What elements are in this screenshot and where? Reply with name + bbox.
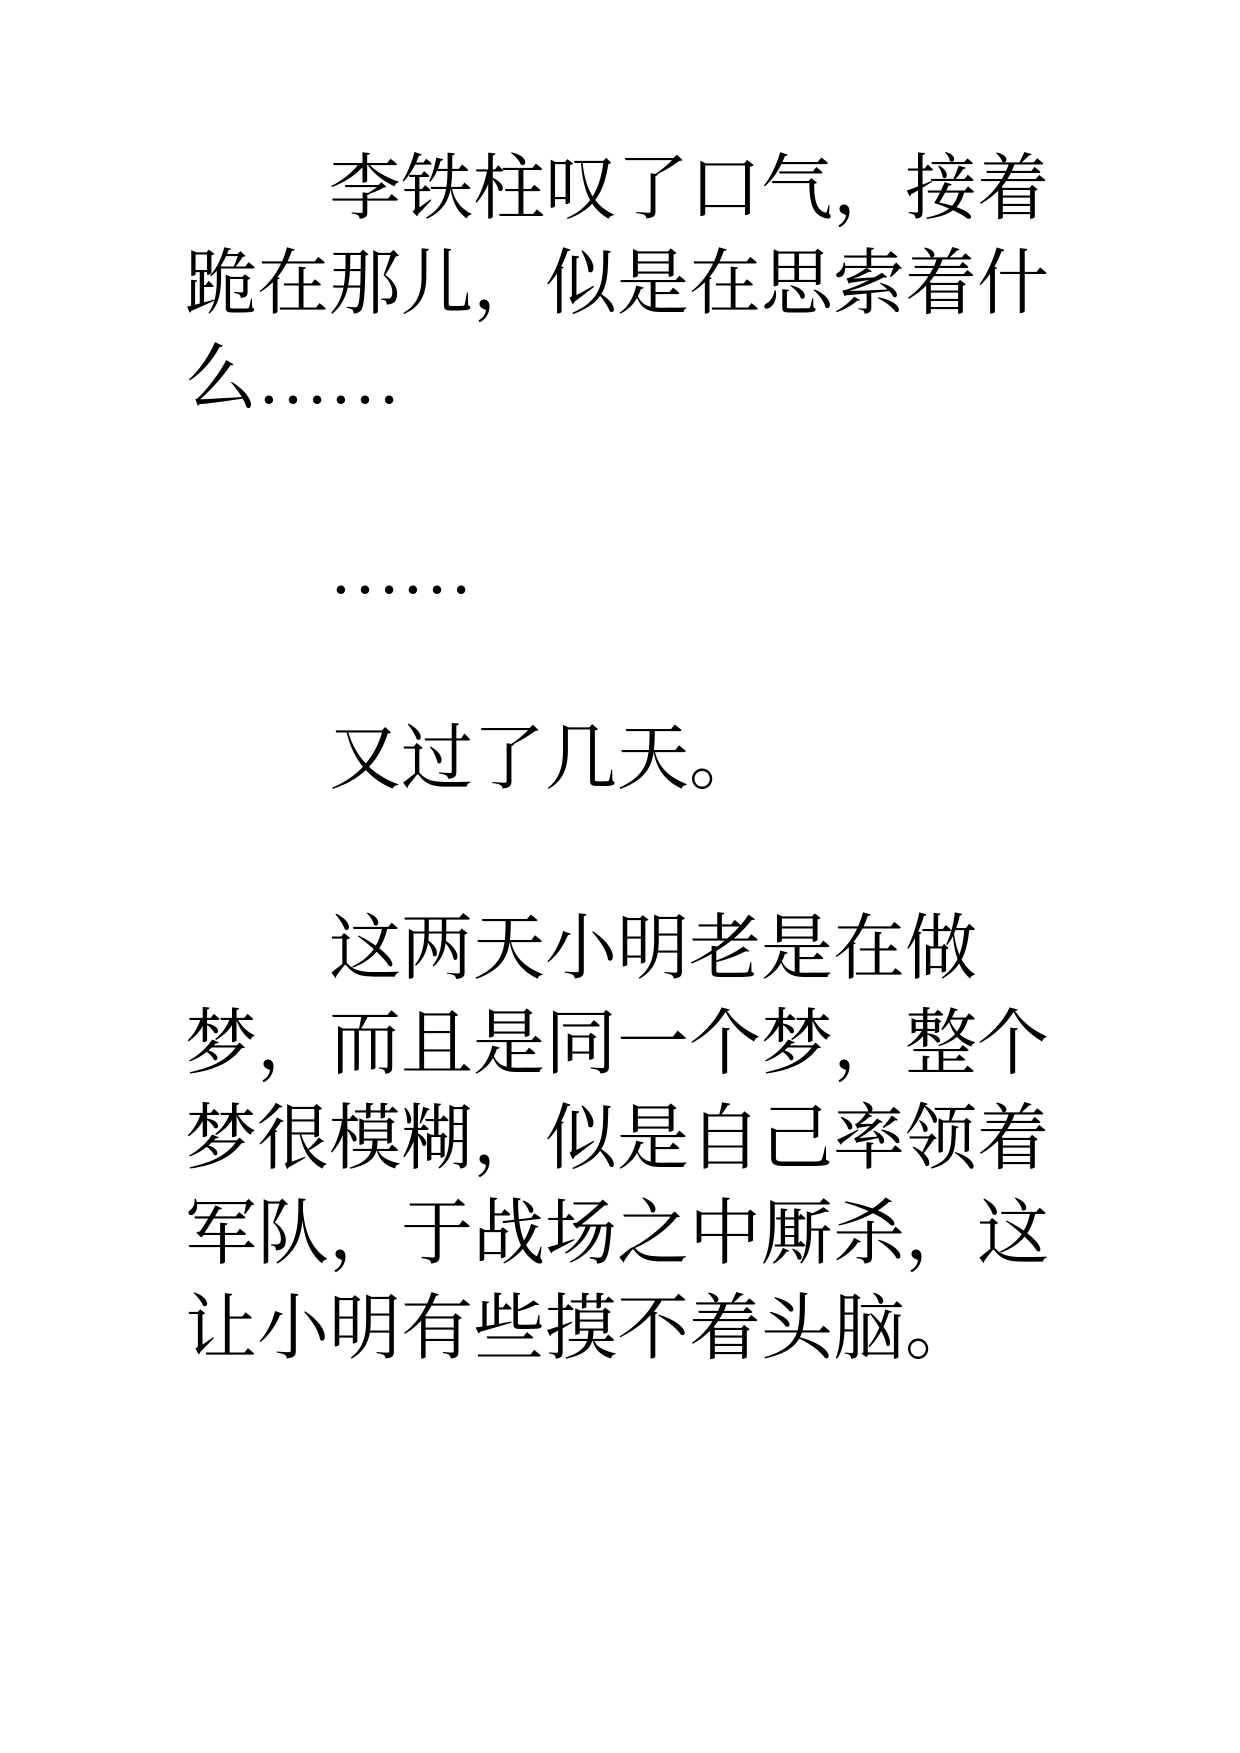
paragraph-4: 这两天小明老是在做梦，而且是同一个梦，整个梦很模糊，似是自己率领着军队，于战场之中厮杀，这让小明有些摸不着头脑。 xyxy=(185,909,1050,1369)
paragraph-2-ellipsis: …… xyxy=(329,529,473,609)
paragraph-1: 李铁柱叹了口气，接着跪在那儿，似是在思索着什么…… xyxy=(185,149,1050,419)
paragraph-3: 又过了几天。 xyxy=(329,719,762,799)
